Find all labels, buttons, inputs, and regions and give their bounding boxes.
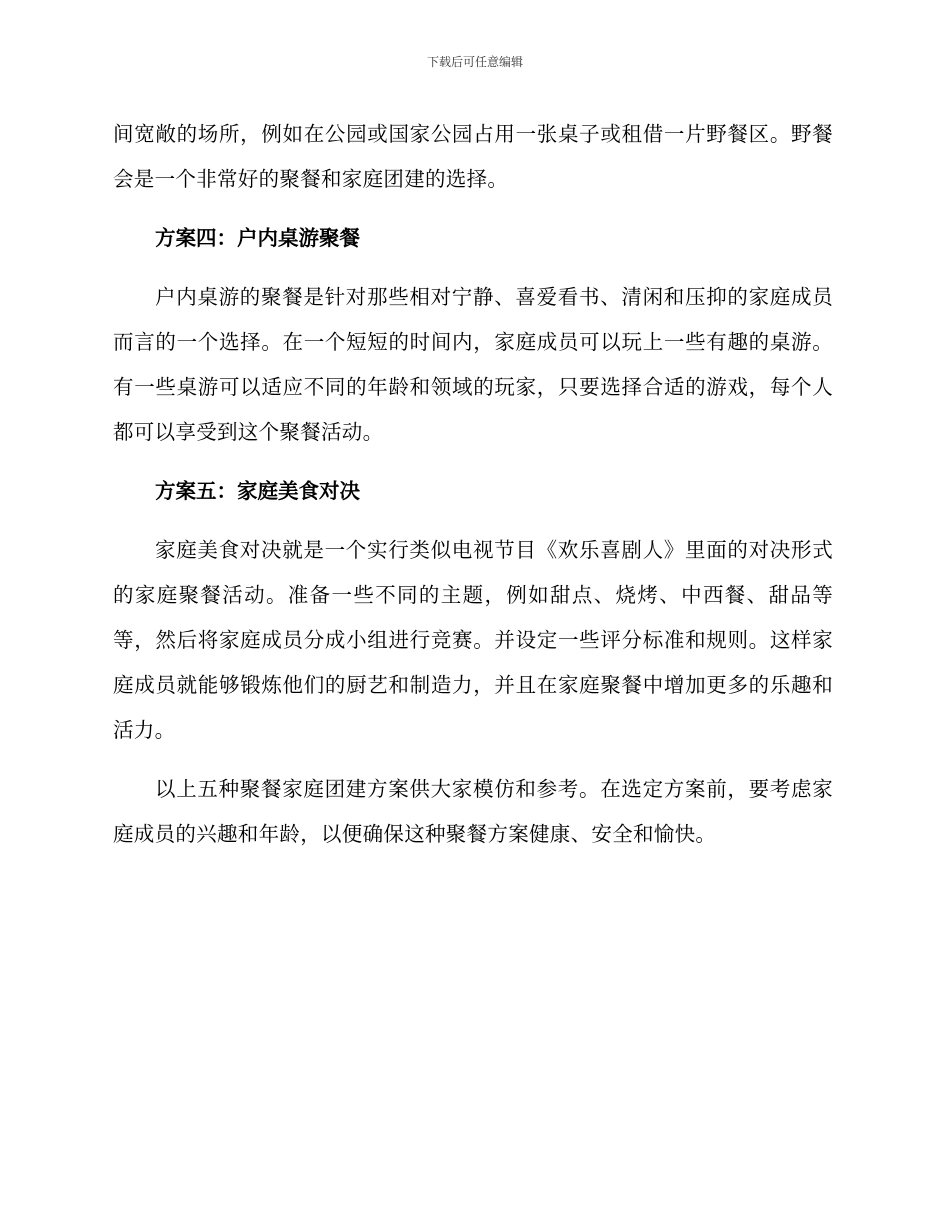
section-heading-plan-four: 方案四：户内桌游聚餐 (155, 226, 360, 250)
spacer (113, 202, 833, 216)
paragraph-food-contest: 家庭美食对决就是一个实行类似电视节目《欢乐喜剧人》里面的对决形式的家庭聚餐活动。准备一些不同的主题，例如甜点、烧烤、中西餐、甜品等等，然后将家庭成员分成小组进行竞赛。并设定一些评分标准和规则。这样家庭成员就能够锻炼他们的厨艺和制造力，并且在家庭聚餐中增加更多的乐趣和活力。 (113, 538, 833, 742)
paragraph-conclusion: 以上五种聚餐家庭团建方案供大家模仿和参考。在选定方案前，要考虑家庭成员的兴趣和年龄，以便确保这种聚餐方案健康、安全和愉快。 (113, 777, 833, 846)
section-heading-plan-five: 方案五：家庭美食对决 (155, 479, 360, 503)
page-header: 下载后可任意编辑 (426, 55, 523, 69)
spacer (113, 455, 833, 469)
spacer (113, 753, 833, 767)
spacer (113, 514, 833, 528)
spacer (113, 261, 833, 275)
paragraph-picnic-continued: 间宽敞的场所，例如在公园或国家公园占用一张桌子或租借一片野餐区。野餐会是一个非常好的聚餐和家庭团建的选择。 (113, 122, 833, 191)
paragraph-board-games: 户内桌游的聚餐是针对那些相对宁静、喜爱看书、清闲和压抑的家庭成员而言的一个选择。在一个短短的时间内，家庭成员可以玩上一些有趣的桌游。有一些桌游可以适应不同的年龄和领域的玩家，只要选择合适的游戏，每个人都可以享受到这个聚餐活动。 (113, 285, 833, 444)
document-body (113, 112, 833, 857)
